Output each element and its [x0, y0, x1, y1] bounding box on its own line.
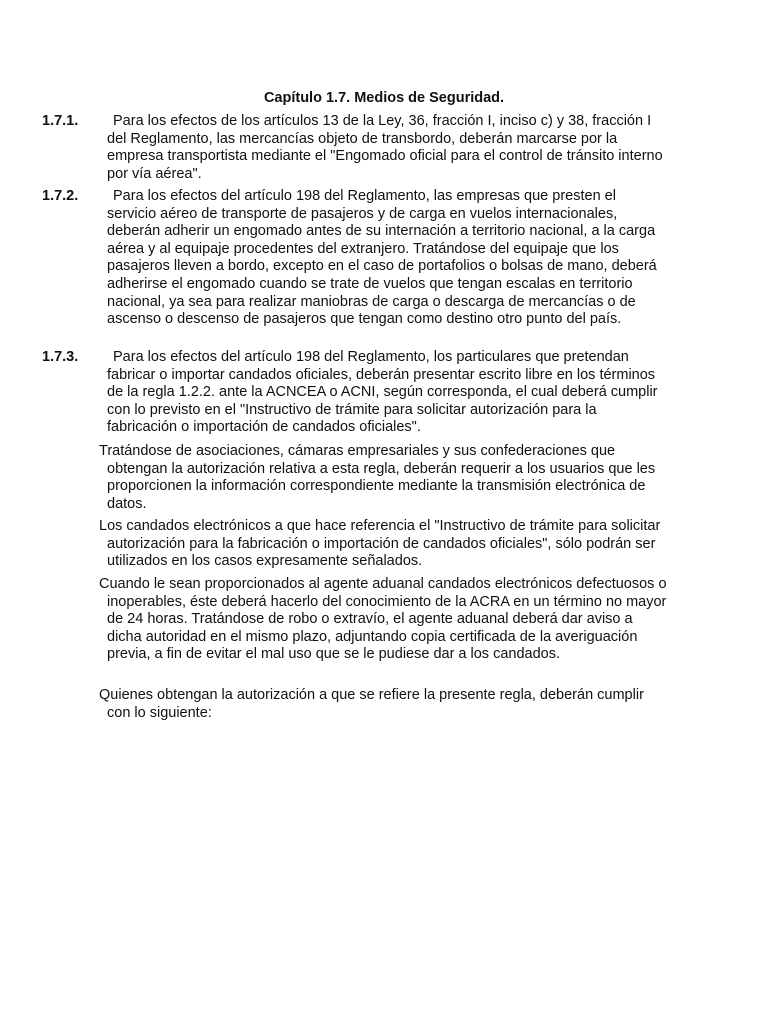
rule-number: 1.7.3. — [42, 349, 79, 365]
rule-text: Para los efectos del artículo 198 del Reglamento, las empresas que presten el servicio aéreo de transporte de pasajeros y de carga en vuelos internacionales, deberán adherir un engomado antes de su internación a territorio nacional, a la carga aérea y al equipaje procedentes del extranjero. Tratándose del equipaje que los pasajeros lleven a bordo, excepto en el caso de portafolios o bolsas de mano, deberá adherirse el engomado cuando se trate de vuelos que tengan escalas en territorio nacional, ya sea para realizar maniobras de carga o descarga de mercancías o de ascenso o descenso de pasajeros que tengan como destino otro punto del país. — [107, 188, 657, 328]
rule-number: 1.7.2. — [42, 188, 79, 204]
rule-text: Para los efectos de los artículos 13 de la Ley, 36, fracción I, inciso c) y 38, fracción I del Reglamento, las mercancías objeto de transbordo, deberán marcarse por la empresa transportista mediante el "Engomado oficial para el control de tránsito interno por vía aérea". — [107, 113, 663, 182]
paragraph-obligations: Quienes obtengan la autorización a que se refiere la presente regla, deberán cumplir con lo siguiente: — [99, 687, 644, 721]
rule-text: Para los efectos del artículo 198 del Reglamento, los particulares que pretendan fabricar o importar candados oficiales, deberán presentar escrito libre en los términos de la regla 1.2.2. ante la ACNCEA o ACNI, según corresponda, el cual deberá cumplir con lo previsto en el "Instructivo de trámite para solicitar autorización para la fabricación o importación de candados oficiales". — [107, 349, 658, 436]
paragraph-defective-locks: Cuando le sean proporcionados al agente aduanal candados electrónicos defectuosos o inoperables, éste deberá hacerlo del conocimiento de la ACRA en un término no mayor de 24 horas. Tratándose de robo o extravío, el agente aduanal deberá dar aviso a dicha autoridad en el mismo plazo, adjuntando copia certificada de la averiguación previa, a fin de evitar el mal uso que se le pudiese dar a los candados. — [99, 576, 667, 663]
rule-1-7-3 — [42, 349, 667, 437]
paragraph-associations: Tratándose de asociaciones, cámaras empresariales y sus confederaciones que obtengan la autorización relativa a esta regla, deberán requerir a los usuarios que les proporcionen la información correspondiente mediante la transmisión electrónica de datos. — [99, 443, 656, 512]
rule-1-7-2 — [42, 188, 667, 329]
chapter-title: Capítulo 1.7. Medios de Seguridad. — [263, 90, 505, 106]
paragraph-electronic-locks: Los candados electrónicos a que hace referencia el "Instructivo de trámite para solicitar autorización para la fabricación o importación de candados oficiales", sólo podrán ser utilizados en los casos expresamente señalados. — [99, 518, 661, 570]
rule-number: 1.7.1. — [42, 113, 79, 129]
rule-1-7-1 — [42, 113, 667, 183]
